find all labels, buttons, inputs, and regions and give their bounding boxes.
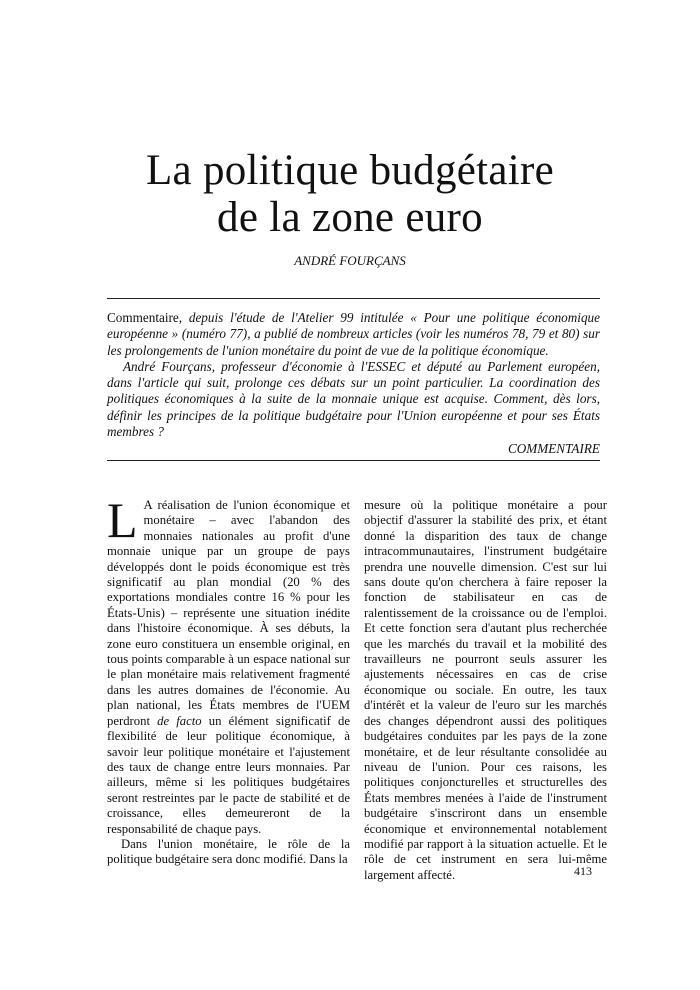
body-p1-start: A réalisation de l'union économique et monétaire – avec l'abandon des monnaies nationales au profit d'une monnaie unique par un groupe de pays développés dont le poids économique est très significatif au plan mondial (20 % des exportations mondiales contre 16 % pour les États-Unis) – représente une situation inédite dans l'histoire économique. À ses débuts, la zone euro constituera un ensemble original, en tous points comparable à un espace national sur le plan monétaire mais relativement fragmenté dans les autres domaines de l'économie. Au plan national, les États membres de l'UEM perdront [107, 498, 350, 728]
abstract-paragraph-2 [107, 359, 600, 440]
author-name: ANDRÉ FOURÇANS [294, 253, 406, 268]
body-paragraph-1 [107, 492, 350, 837]
title-line-1: La politique budgétaire [145, 147, 555, 194]
body-p1-end: un élément significatif de flexibilité de leur politique économique, à savoir leur politique monétaire et l'ajustement des taux de change entre leurs monnaies. Par ailleurs, même si les politiques budgétaires seront restreintes par le pacte de stabilité et de croissance, elles demeureront de la responsabilité de chaque pays. [107, 713, 350, 836]
abstract-paragraph-1 [107, 310, 600, 359]
body-column-right [364, 498, 607, 883]
body-p2-part-b: mesure où la politique monétaire a pour objectif d'assurer la stabilité des prix, et étant donné la disparition des taux de change intracommunautaires, l'instrument budgétaire prendra une nouvelle dimension. C'est sur lui sans doute qu'on cherchera à faire reposer la fonction de stabilisateur en cas de ralentissement de la croissance ou de l'emploi. Et cette fonction sera d'autant plus recherchée que les marchés du travail et la mobilité des travailleurs ne pourront seuls assurer les ajustements nécessaires en cas de crise économique ou sociale. En outre, les taux d'intérêt et la valeur de l'euro sur les marchés des changes dépendront aussi des politiques budgétaires conduites par les pays de la zone monétaire, et de leur résultante consolidée au niveau de l'union. Pour ces raisons, les politiques conjoncturelles et structurelles des États membres menées à l'aide de l'instrument budgétaire s'inscriront dans un ensemble économique et environnemental notablement modifié par rapport à la situation actuelle. Et le rôle de cet instrument en sera lui-même largement affecté. [364, 498, 607, 882]
abstract-bottom-rule [107, 460, 600, 461]
abstract-text-1: depuis l'étude de l'Atelier 99 intitulée « Pour une politique économique européenne » (numéro 77), a publié de nombreux articles (voir les numéros 78, 79 et 80) sur les prolongements de l'union monétaire du point de vue de la politique économique. [107, 310, 600, 358]
abstract-top-rule [107, 298, 600, 299]
abstract-block [107, 310, 600, 458]
abstract-signature: COMMENTAIRE [507, 441, 600, 457]
abstract-lead: Commentaire, [107, 310, 183, 325]
drop-cap: L [107, 492, 138, 548]
title-line-2: de la zone euro [217, 194, 483, 241]
page-number: 413 [574, 864, 592, 878]
abstract-text-2: André Fourçans, professeur d'économie à l'ESSEC et député au Parlement européen, dans l'article qui suit, prolonge ces débats sur un point particulier. La coordination des politiques économiques à la suite de la monnaie unique est acquise. Comment, dès lors, définir les principes de la politique budgétaire pour l'Union européenne et pour ses États membres ? [107, 358, 600, 440]
body-p1-emphasis: de facto [157, 713, 202, 728]
article-title [0, 147, 700, 241]
body-p2-part-a: Dans l'union monétaire, le rôle de la politique budgétaire sera donc modifié. Dans la [107, 836, 350, 867]
body-paragraph-2 [107, 837, 350, 868]
body-paragraph-2-continued [364, 498, 607, 883]
body-column-left [107, 492, 350, 868]
